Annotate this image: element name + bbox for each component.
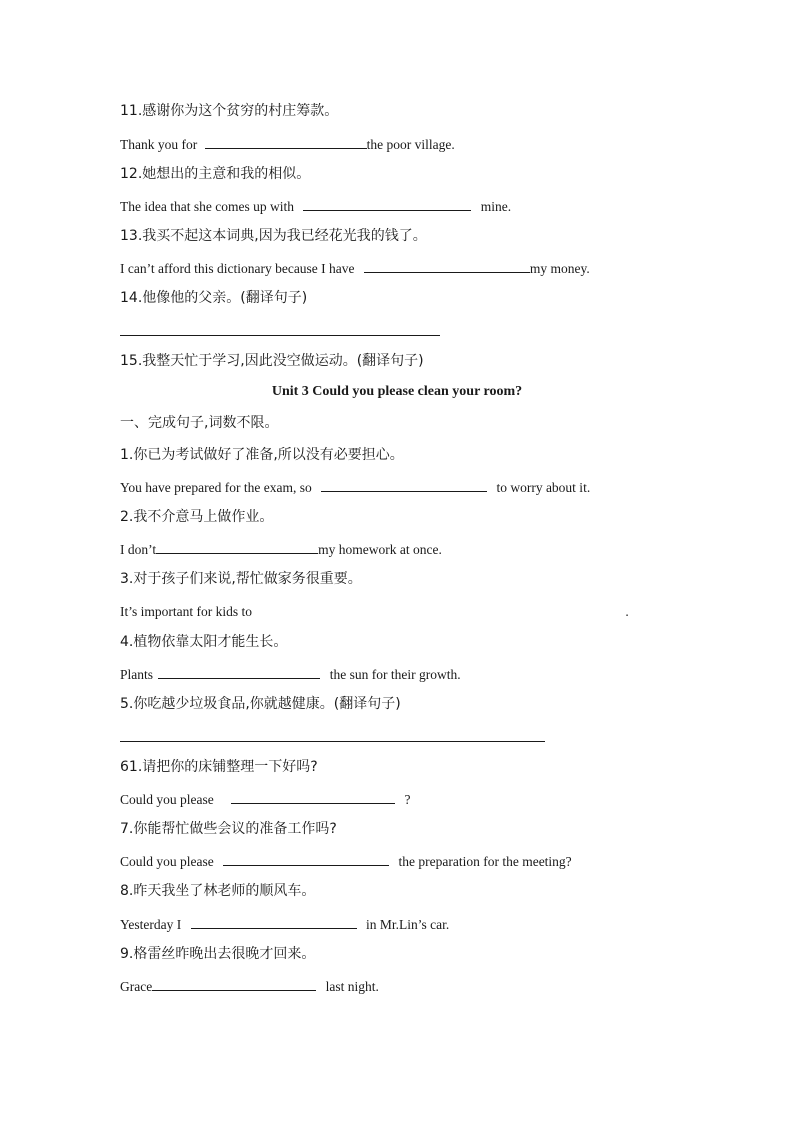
- unit-question-2-chinese: 2.我不介意马上做作业。: [120, 509, 274, 525]
- question-12-answer-blank[interactable]: [303, 197, 471, 211]
- unit-question-1-answer-blank[interactable]: [321, 478, 487, 492]
- question-11-answer-blank[interactable]: [205, 135, 367, 149]
- unit-question-9-text-before: Grace: [120, 979, 153, 994]
- question-13-sentence: [120, 259, 590, 278]
- question-12-sentence: [120, 197, 511, 216]
- unit-question-2-text-after: my homework at once.: [318, 542, 442, 557]
- unit-question-9-sentence: [120, 977, 379, 996]
- question-13-text-after: my money.: [529, 261, 590, 276]
- unit-question-1-text-before: You have prepared for the exam, so: [120, 480, 312, 495]
- unit-question-3-text-before: It’s important for kids to: [120, 604, 252, 619]
- unit-question-1-text-after: to worry about it.: [496, 480, 591, 495]
- unit-question-8-sentence: [120, 915, 449, 934]
- question-14-chinese: 14.他像他的父亲。(翻译句子): [120, 290, 308, 306]
- unit-question-5-answer-line[interactable]: [120, 741, 545, 742]
- unit-question-8-answer-blank[interactable]: [191, 915, 357, 929]
- question-11-sentence: [120, 135, 455, 154]
- question-13-chinese: 13.我买不起这本词典,因为我已经花光我的钱了。: [120, 228, 427, 244]
- unit-question-61-chinese: 61.请把你的床铺整理一下好吗?: [120, 759, 318, 775]
- unit-question-7-chinese: 7.你能帮忙做些会议的准备工作吗?: [120, 821, 337, 837]
- unit-question-2-text-before: I don’t: [120, 542, 157, 557]
- unit-question-8-chinese: 8.昨天我坐了林老师的顺风车。: [120, 883, 316, 899]
- question-12-text-before: The idea that she comes up with: [120, 199, 294, 214]
- question-11-text-before: Thank you for: [120, 137, 198, 152]
- unit-question-9-chinese: 9.格雷丝昨晚出去很晚才回来。: [120, 946, 316, 962]
- unit-question-4-answer-blank[interactable]: [158, 665, 320, 679]
- unit-title: Unit 3 Could you please clean your room?: [271, 384, 523, 399]
- question-11-chinese: 11.感谢你为这个贫穷的村庄筹款。: [120, 103, 339, 119]
- unit-question-61-answer-blank[interactable]: [231, 790, 395, 804]
- question-15-chinese: 15.我整天忙于学习,因此没空做运动。(翻译句子): [120, 353, 424, 369]
- unit-question-7-sentence: [120, 852, 572, 871]
- unit-question-7-text-after: the preparation for the meeting?: [398, 854, 572, 869]
- unit-question-3-sentence: [120, 603, 629, 621]
- unit-question-4-text-before: Plants: [120, 667, 154, 682]
- unit-question-5-chinese: 5.你吃越少垃圾食品,你就越健康。(翻译句子): [120, 696, 401, 712]
- unit-question-4-sentence: [120, 665, 461, 684]
- unit-question-1-chinese: 1.你已为考试做好了准备,所以没有必要担心。: [120, 447, 404, 463]
- question-12-chinese: 12.她想出的主意和我的相似。: [120, 166, 311, 182]
- unit-question-8-text-before: Yesterday I: [120, 917, 182, 932]
- unit-question-61-text-before: Could you please: [120, 792, 214, 807]
- section-heading: 一、完成句子,词数不限。: [120, 415, 279, 431]
- unit-question-61-sentence: [120, 790, 411, 809]
- question-12-text-after: mine.: [480, 199, 512, 214]
- question-11-text-after: the poor village.: [366, 137, 455, 152]
- unit-question-7-text-before: Could you please: [120, 854, 214, 869]
- question-14-answer-line[interactable]: [120, 335, 440, 336]
- unit-question-7-answer-blank[interactable]: [223, 852, 389, 866]
- unit-question-9-answer-blank[interactable]: [152, 977, 316, 991]
- unit-question-4-text-after: the sun for their growth.: [329, 667, 461, 682]
- unit-question-2-answer-blank[interactable]: [156, 540, 318, 554]
- question-13-text-before: I can’t afford this dictionary because I have: [120, 261, 355, 276]
- unit-question-1-sentence: [120, 478, 590, 497]
- unit-question-8-text-after: in Mr.Lin’s car.: [366, 917, 450, 932]
- unit-question-9-text-after: last night.: [325, 979, 379, 994]
- unit-question-3-text-after: .: [625, 604, 629, 619]
- unit-question-4-chinese: 4.植物依靠太阳才能生长。: [120, 634, 288, 650]
- unit-question-61-text-after: ?: [404, 792, 411, 807]
- unit-question-3-chinese: 3.对于孩子们来说,帮忙做家务很重要。: [120, 571, 362, 587]
- unit-question-2-sentence: [120, 540, 442, 559]
- question-13-answer-blank[interactable]: [364, 259, 530, 273]
